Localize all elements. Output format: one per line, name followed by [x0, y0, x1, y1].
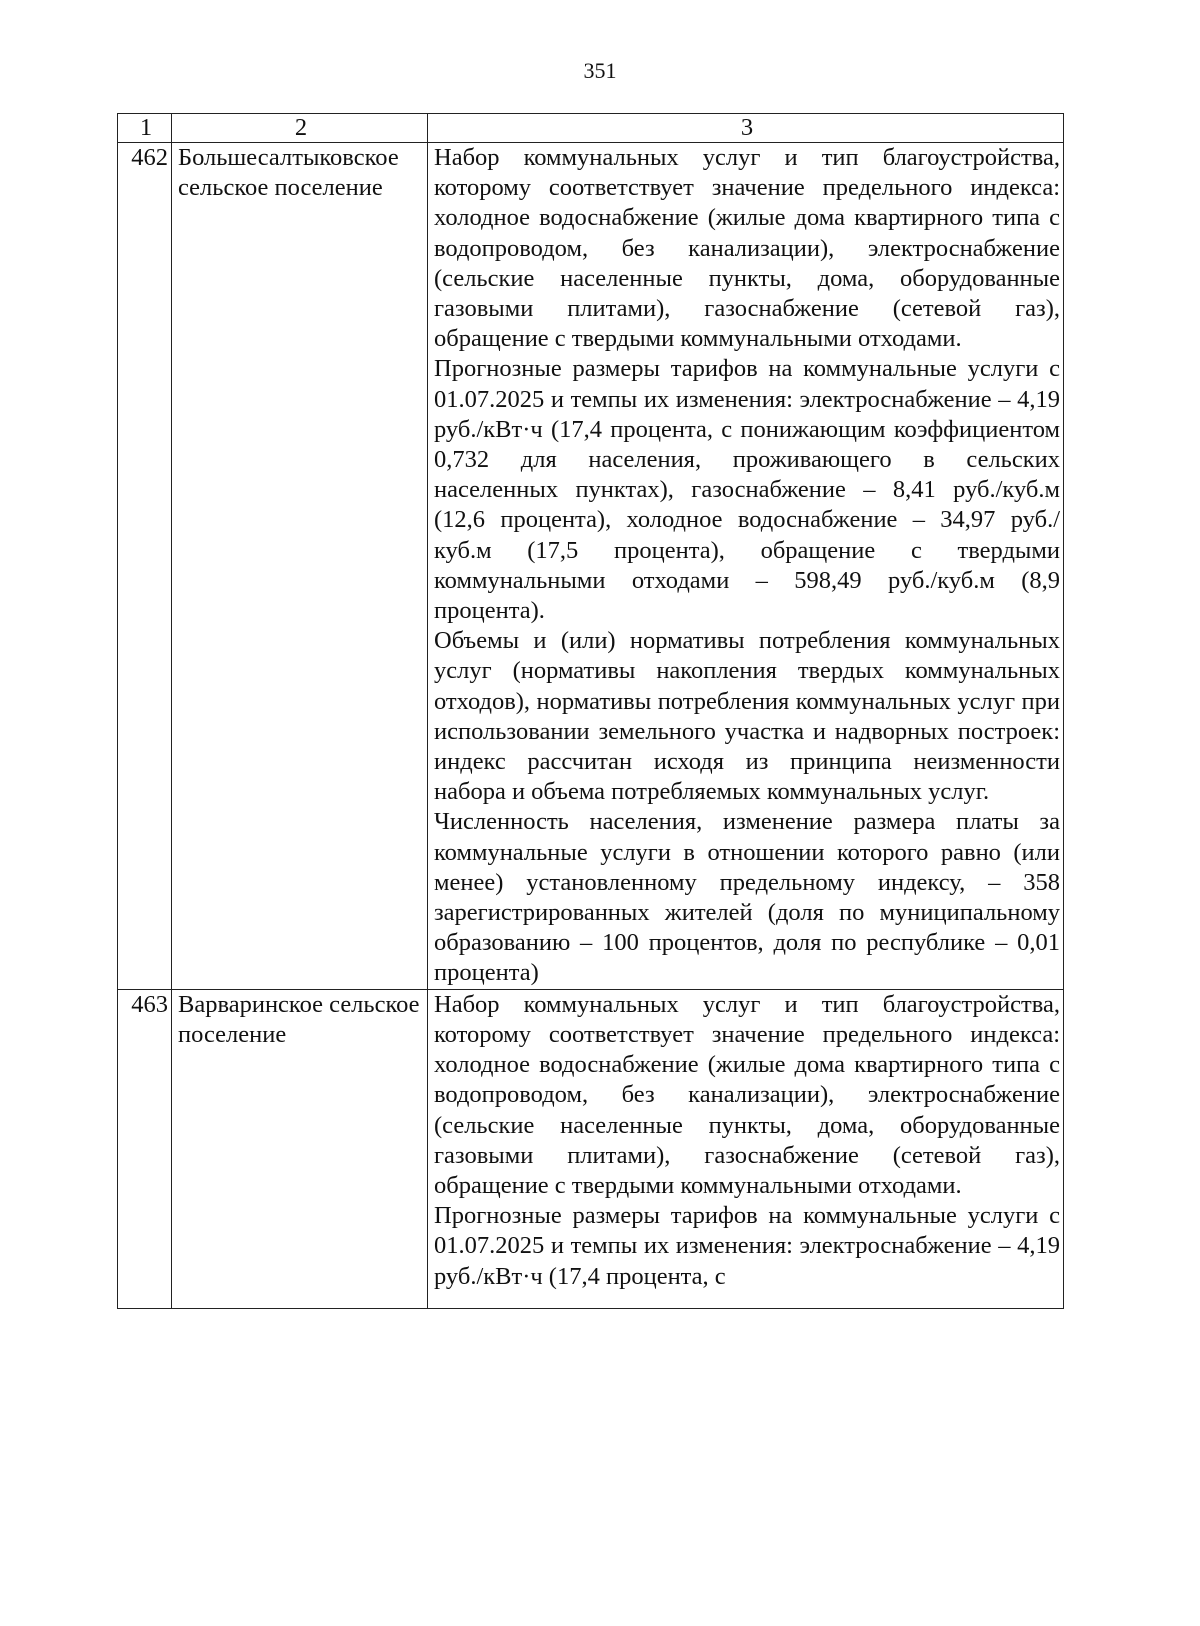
table-row: [118, 143, 1064, 990]
table-header-row: [118, 114, 1064, 143]
column-header-3: 3: [428, 114, 1064, 143]
page-number: 351: [583, 58, 617, 83]
row-description: [428, 143, 1064, 990]
row-description-clip: [434, 990, 1060, 1308]
description-paragraph: Прогнозные размеры тарифов на коммунальные услуги с 01.07.2025 и темпы их изменения: электроснабжение – 4,19 руб./кВт·ч (17,4 процента, с понижающим коэффициентом 0,732 для населения, проживающего в сельских населенных пунктах), газоснабжение – 8,41 руб./куб.м (12,6 процента), холодное водоснабжение – 34,97 руб./куб.м (17,5 процента), обращение с твердыми коммунальными отходами – 598,49 руб./куб.м (8,9 процента).: [434, 355, 1060, 625]
row-number: 463: [118, 989, 172, 1308]
row-number: 462: [118, 143, 172, 990]
description-paragraph: Объемы и (или) нормативы потребления коммунальных услуг (нормативы накопления твердых коммунальных отходов), нормативы потребления коммунальных услуг при использовании земельного участка и надворных построек: индекс рассчитан исходя из принципа неизменности набора и объема потребляемых коммунальных услуг.: [434, 627, 1060, 806]
description-paragraph: Набор коммунальных услуг и тип благоустройства, которому соответствует значение предельного индекса: холодное водоснабжение (жилые дома квартирного типа с водопроводом, без канализации), электроснабжение (сельские населенные пункты, дома, оборудованные газовыми плитами), газоснабжение (сетевой газ), обращение с твердыми коммунальными отходами.: [434, 144, 1060, 353]
description-paragraph: Набор коммунальных услуг и тип благоустройства, которому соответствует значение предельного индекса: холодное водоснабжение (жилые дома квартирного типа с водопроводом, без канализации), электроснабжение (сельские населенные пункты, дома, оборудованные газовыми плитами), газоснабжение (сетевой газ), обращение с твердыми коммунальными отходами.: [434, 990, 1060, 1199]
column-header-2: 2: [172, 114, 428, 143]
settlement-name: Варваринское сельское поселение: [172, 989, 428, 1308]
settlement-name: Большесалтыковское сельское поселение: [172, 143, 428, 990]
description-paragraph: Численность населения, изменение размера платы за коммунальные услуги в отношении которого равно (или менее) установленному предельному индексу, – 358 зарегистрированных жителей (доля по муниципальному образованию – 100 процентов, доля по республике – 0,01 процента): [434, 808, 1060, 987]
table-row: [118, 989, 1064, 1308]
description-paragraph: Прогнозные размеры тарифов на коммунальные услуги с 01.07.2025 и темпы их изменения: электроснабжение – 4,19 руб./кВт·ч (17,4 процента, с: [434, 1202, 1060, 1290]
column-header-1: 1: [118, 114, 172, 143]
tariff-table: [117, 113, 1064, 1309]
row-description: [428, 989, 1064, 1308]
